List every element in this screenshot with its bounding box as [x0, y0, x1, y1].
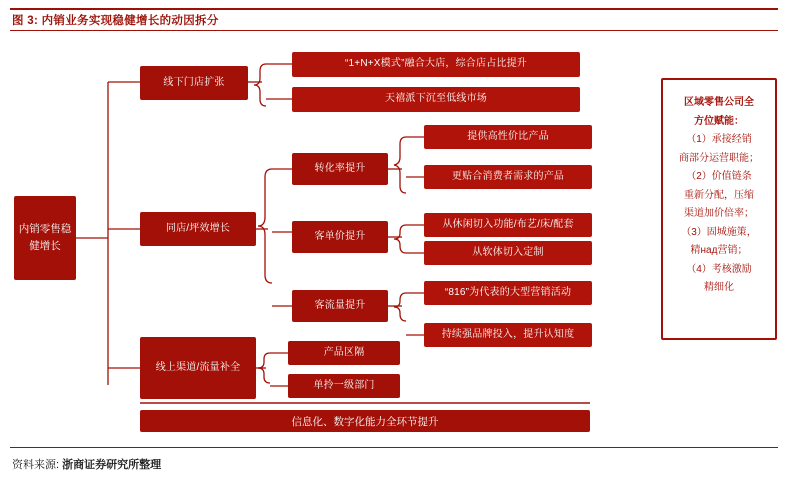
driver-conversion-rate: [292, 153, 388, 185]
unit-price-item-2: [424, 241, 592, 265]
online-item-2: [288, 374, 400, 398]
footer-rule: [10, 447, 778, 448]
branch-offline-expansion: [140, 66, 248, 100]
panel-line-8: （3）固城施策，: [681, 226, 757, 238]
driver-unit-price: [292, 221, 388, 253]
traffic-item-2-label: 持续强品牌投入，提升认知度: [441, 328, 575, 340]
figure-title: 图 3: 内销业务实现稳健增长的动因拆分: [12, 15, 219, 27]
panel-line-10: （4）考核激励: [686, 263, 752, 275]
offline-item-1: [292, 52, 580, 77]
conversion-item-1-label: 提供高性价比产品: [467, 130, 549, 142]
driver-conversion-rate-label: 转化率提升: [314, 162, 366, 174]
offline-item-2-label: 天禧派下沉至低线市场: [385, 93, 487, 105]
panel-line-4: 商部分运营职能；: [679, 152, 759, 164]
bottom-banner-label: 信息化、数字化能力全环节提升: [291, 415, 439, 428]
branch-online-channel-label: 线上渠道/流量补全: [155, 361, 241, 373]
traffic-item-2: [424, 323, 592, 347]
offline-item-1-label: “1+N+X模式”融合大店，综合店占比提升: [345, 58, 527, 70]
header-rule-bottom: [10, 30, 778, 31]
driver-customer-traffic-label: 客流量提升: [314, 299, 366, 311]
online-item-1-label: 产品区隔: [323, 346, 365, 358]
root-node-label: 内销零售稳健增长: [18, 223, 72, 252]
panel-line-5: （2）价值链条: [686, 171, 752, 182]
panel-line-2: 方位赋能：: [694, 115, 744, 127]
bottom-banner: [140, 410, 590, 432]
unit-price-item-1-label: 从休闲切入功能/布艺/床/配套: [442, 218, 574, 230]
traffic-item-1-label: “816”为代表的大型营销活动: [444, 286, 572, 298]
panel-line-3: （1）承接经销: [686, 134, 752, 145]
conversion-item-1: [424, 125, 592, 149]
unit-price-item-2-label: 从软体切入定制: [472, 246, 544, 258]
root-node: [14, 196, 76, 280]
panel-line-9: 精над营销；: [690, 245, 748, 256]
driver-unit-price-label: 客单价提升: [314, 230, 366, 242]
branch-same-store: [140, 212, 256, 246]
offline-item-2: [292, 87, 580, 112]
driver-customer-traffic: [292, 290, 388, 322]
branch-online-channel: [140, 337, 256, 399]
panel-line-1: 区域零售公司全: [684, 97, 754, 108]
online-item-2-label: 单拎一级部门: [313, 379, 375, 391]
traffic-item-1: [424, 281, 592, 305]
conversion-item-2: [424, 165, 592, 189]
online-item-1: [288, 341, 400, 365]
source-value: 浙商证券研究所整理: [62, 459, 162, 471]
header-rule-top: [10, 8, 778, 10]
source-note: [12, 456, 161, 472]
conversion-item-2-label: 更贴合消费者需求的产品: [451, 170, 565, 182]
panel-line-6: 重新分配，压缩: [684, 189, 754, 201]
branch-offline-expansion-label: 线下门店扩张: [163, 76, 225, 88]
regional-retail-panel: [661, 78, 777, 340]
source-label: 资料来源:: [12, 459, 60, 471]
panel-line-11: 精细化: [704, 282, 734, 293]
panel-line-7: 渠道加价倍率；: [684, 208, 754, 219]
unit-price-item-1: [424, 213, 592, 237]
branch-same-store-label: 同店/坪效增长: [165, 222, 231, 234]
